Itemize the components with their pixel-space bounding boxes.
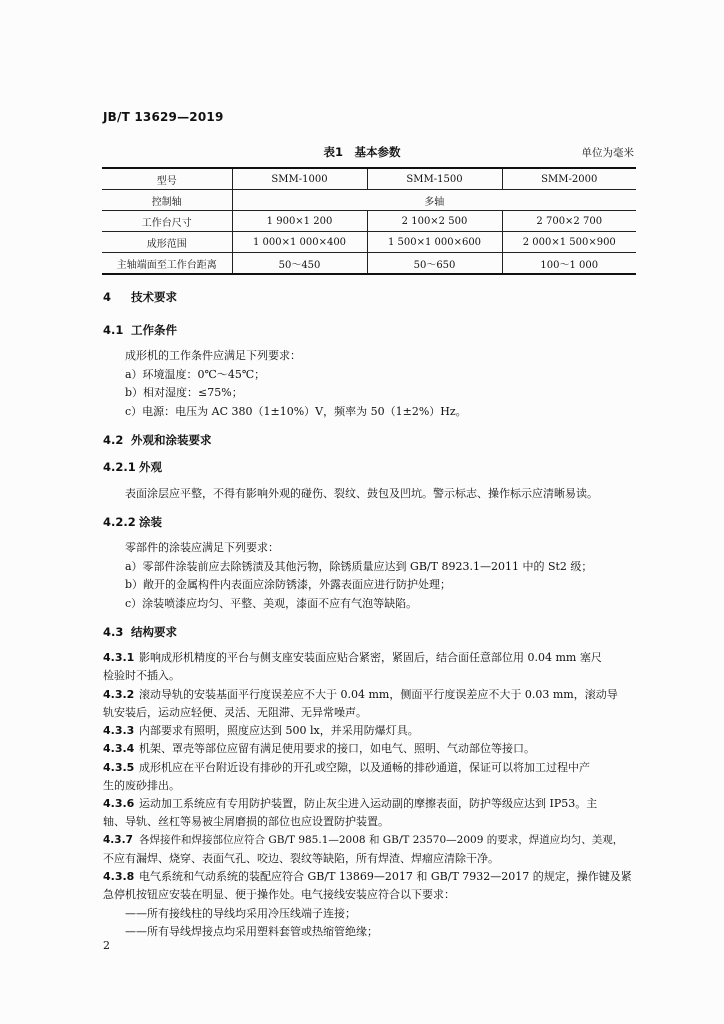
heading-4-3 (103, 624, 177, 640)
clause-text: 运动加工系统应有专用防护装置，防止灰尘进入运动副的摩擦表面，防护等级应达到 IP53。主 (139, 797, 598, 810)
heading-number: 4.2.2 (103, 515, 136, 529)
paragraph: 表面涂层应平整，不得有影响外观的碰伤、裂纹、鼓包及凹坑。警示标志、操作标示应清晰易读。 (125, 487, 598, 500)
list-item: b）相对湿度：≤75%； (125, 386, 243, 399)
standard-number: JB/T 13629—2019 (103, 110, 224, 124)
table-cell: 2 100×2 500 (367, 211, 502, 232)
heading-4-2-2 (103, 514, 162, 530)
clause-number: 4.3.5 (103, 761, 135, 774)
list-item: c）涂装喷漆应均匀、平整、美观，漆面不应有气泡等缺陷。 (125, 597, 418, 610)
list-item: ——所有导线焊接点均采用塑料套管或热缩管绝缘； (125, 925, 378, 938)
clause-text-continued: 轴、导轨、丝杠等易被尘屑磨损的部位也应设置防护装置。 (103, 815, 389, 828)
heading-4-2-1 (103, 459, 162, 475)
heading-title: 外观 (139, 460, 162, 474)
list-item: c）电源：电压为 AC 380（1±10%）V，频率为 50（1±2%）Hz。 (125, 405, 467, 418)
clause-4-3-5 (103, 760, 590, 775)
heading-4-2 (103, 432, 212, 448)
clause-4-3-1 (103, 650, 602, 665)
table-row (102, 190, 636, 211)
page-number: 2 (103, 939, 110, 952)
heading-section-4 (103, 289, 177, 305)
clause-number: 4.3.6 (103, 797, 135, 810)
heading-title: 工作条件 (131, 323, 177, 337)
heading-number: 4 (103, 290, 112, 304)
clause-text-continued: 检验时不插入。 (103, 669, 180, 682)
list-item: b）敞开的金属构件内表面应涂防锈漆，外露表面应进行防护处理； (125, 578, 452, 591)
clause-text: 电气系统和气动系统的装配应符合 GB/T 13869—2017 和 GB/T 7932—2017 的规定，操作键及紧 (139, 870, 632, 883)
clause-number: 4.3.7 (103, 834, 133, 846)
table-row (102, 168, 636, 190)
list-item: a）环境温度：0℃～45℃； (125, 368, 266, 381)
table-cell: 主轴端面至工作台距离 (102, 253, 232, 275)
clause-number: 4.3.4 (103, 742, 135, 755)
clause-text: 各焊接件和焊接部位应符合 GB/T 985.1—2008 和 GB/T 23570—2009 的要求，焊道应均匀、美观， (139, 834, 624, 846)
table-cell: 100～1 000 (502, 253, 636, 275)
table-unit: 单位为毫米 (581, 147, 634, 159)
clause-number: 4.3.1 (103, 651, 135, 664)
clause-number: 4.3.2 (103, 688, 135, 701)
clause-text-continued: 轨安装后，运动应轻便、灵活、无阻滞、无异常噪声。 (103, 706, 367, 719)
clause-text-continued: 急停机按钮应安装在明显、便于操作处。电气接线安装应符合以下要求： (103, 888, 455, 901)
heading-number: 4.1 (103, 323, 124, 337)
clause-number: 4.3.8 (103, 870, 135, 883)
clause-4-3-4 (103, 741, 535, 756)
clause-text: 滚动导轨的安装基面平行度误差应不大于 0.04 mm，侧面平行度误差应不大于 0.03 mm，滚动导 (139, 688, 618, 701)
clause-text: 成形机应在平台附近设有排砂的开孔或空隙，以及通畅的排砂通道，保证可以将加工过程中产 (139, 761, 590, 774)
heading-number: 4.3 (103, 625, 124, 639)
heading-title: 外观和涂装要求 (131, 433, 212, 447)
clause-4-3-3 (103, 723, 419, 738)
table-cell: 工作台尺寸 (102, 211, 232, 232)
paragraph: 成形机的工作条件应满足下列要求： (125, 349, 301, 362)
table-cell: 2 700×2 700 (502, 211, 636, 232)
table-cell: 多轴 (232, 190, 636, 211)
table-cell: 控制轴 (102, 190, 232, 211)
table-cell: 2 000×1 500×900 (502, 232, 636, 253)
paragraph: 零部件的涂装应满足下列要求： (125, 541, 279, 554)
heading-title: 涂装 (139, 515, 162, 529)
heading-title: 技术要求 (131, 290, 177, 304)
table-cell: 1 500×1 000×600 (367, 232, 502, 253)
heading-number: 4.2.1 (103, 460, 136, 474)
clause-number: 4.3.3 (103, 724, 135, 737)
clause-4-3-6 (103, 796, 597, 811)
table-cell: 50～650 (367, 253, 502, 275)
list-item: a）零部件涂装前应去除锈渍及其他污物，除锈质量应达到 GB/T 8923.1—2011 中的 St2 级； (125, 560, 593, 573)
table-cell: SMM-1500 (367, 168, 502, 190)
clause-4-3-8 (103, 869, 632, 884)
heading-title: 结构要求 (131, 625, 177, 639)
table-cell: 1 000×1 000×400 (232, 232, 367, 253)
heading-number: 4.2 (103, 433, 124, 447)
table-cell: 成形范围 (102, 232, 232, 253)
table-cell: 1 900×1 200 (232, 211, 367, 232)
table-cell: SMM-1000 (232, 168, 367, 190)
table-row (102, 253, 636, 275)
table-cell: 50～450 (232, 253, 367, 275)
table-row (102, 232, 636, 253)
table-title: 表1 基本参数 (323, 145, 401, 159)
heading-4-1 (103, 322, 177, 338)
clause-4-3-7 (103, 833, 623, 848)
clause-text: 内部要求有照明，照度应达到 500 lx，并采用防爆灯具。 (139, 724, 419, 737)
clause-text: 机架、罩壳等部位应留有满足使用要求的接口，如电气、照明、气动部位等接口。 (139, 742, 535, 755)
table-row (102, 211, 636, 232)
clause-text-continued: 不应有漏焊、烧穿、表面气孔、咬边、裂纹等缺陷，所有焊渣、焊瘤应清除干净。 (103, 852, 499, 865)
table-cell: 型号 (102, 168, 232, 190)
clause-text-continued: 生的废砂排出。 (103, 779, 180, 792)
basic-parameters-table (102, 167, 636, 275)
list-item: ——所有接线柱的导线均采用冷压线端子连接； (125, 907, 356, 920)
clause-4-3-2 (103, 687, 618, 702)
table-cell: SMM-2000 (502, 168, 636, 190)
clause-text: 影响成形机精度的平台与侧支座安装面应贴合紧密，紧固后，结合面任意部位用 0.04 mm 塞尺 (139, 651, 602, 664)
